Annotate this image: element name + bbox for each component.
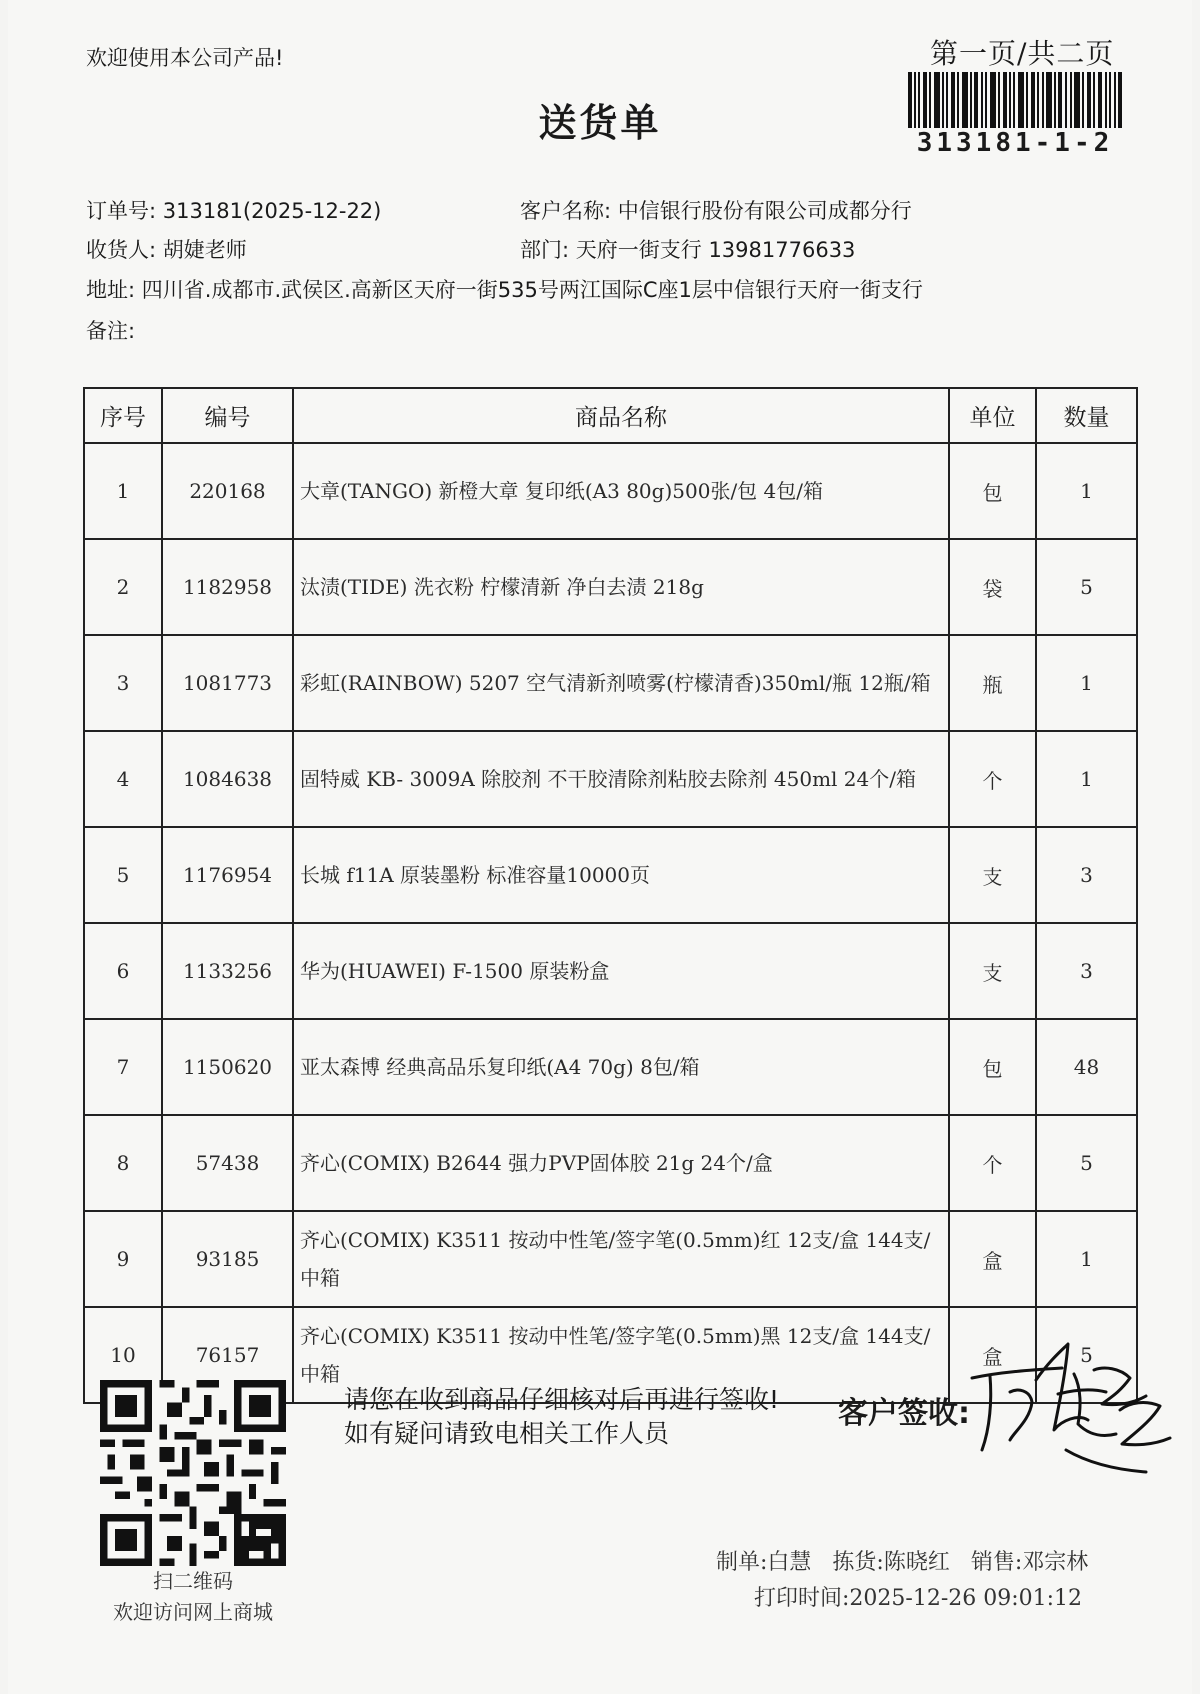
row-seq: 9 xyxy=(84,1211,162,1307)
header-qty: 数量 xyxy=(1036,388,1137,443)
row-name: 齐心(COMIX) K3511 按动中性笔/签字笔(0.5mm)红 12支/盒 144支/中箱 xyxy=(293,1211,949,1307)
row-code: 1182958 xyxy=(162,539,293,635)
order-number-field xyxy=(86,195,381,225)
department-value: 天府一街支行 13981776633 xyxy=(575,238,856,262)
row-unit: 盒 xyxy=(949,1307,1036,1403)
table-row xyxy=(84,539,1137,635)
row-name: 长城 f11A 原装墨粉 标准容量10000页 xyxy=(293,827,949,923)
row-name: 彩虹(RAINBOW) 5207 空气清新剂喷雾(柠檬清香)350ml/瓶 12瓶/箱 xyxy=(293,635,949,731)
table-row xyxy=(84,1019,1137,1115)
order-number-value: 313181(2025-12-22) xyxy=(162,199,382,223)
row-unit: 包 xyxy=(949,1019,1036,1115)
qr-caption-scan: 扫二维码 xyxy=(153,1569,233,1593)
row-unit: 瓶 xyxy=(949,635,1036,731)
row-name: 齐心(COMIX) B2644 强力PVP固体胶 21g 24个/盒 xyxy=(293,1115,949,1211)
department-label: 部门: xyxy=(520,238,570,262)
row-seq: 4 xyxy=(84,731,162,827)
row-name: 齐心(COMIX) K3511 按动中性笔/签字笔(0.5mm)黑 12支/盒 144支/中箱 xyxy=(293,1307,949,1403)
header-code: 编号 xyxy=(162,388,293,443)
row-code: 220168 xyxy=(162,443,293,539)
row-unit: 袋 xyxy=(949,539,1036,635)
row-seq: 6 xyxy=(84,923,162,1019)
table-row xyxy=(84,1115,1137,1211)
items-table xyxy=(83,387,1138,1404)
row-qty: 3 xyxy=(1036,827,1137,923)
customer-label: 客户名称: xyxy=(520,199,612,223)
welcome-text: 欢迎使用本公司产品! xyxy=(86,46,284,70)
customer-sign-label: 客户签收: xyxy=(838,1396,970,1431)
barcode-number: 313181-1-2 xyxy=(916,128,1114,158)
row-unit: 包 xyxy=(949,443,1036,539)
row-qty: 48 xyxy=(1036,1019,1137,1115)
recipient-value: 胡婕老师 xyxy=(162,238,247,262)
row-name: 大章(TANGO) 新橙大章 复印纸(A3 80g)500张/包 4包/箱 xyxy=(293,443,949,539)
staff-info xyxy=(716,1545,1102,1576)
header-seq: 序号 xyxy=(84,388,162,443)
row-seq: 7 xyxy=(84,1019,162,1115)
row-seq: 1 xyxy=(84,443,162,539)
row-code: 1133256 xyxy=(162,923,293,1019)
row-qty: 5 xyxy=(1036,1115,1137,1211)
row-unit: 盒 xyxy=(949,1211,1036,1307)
row-unit: 支 xyxy=(949,923,1036,1019)
customer-field xyxy=(520,195,912,225)
row-qty: 1 xyxy=(1036,635,1137,731)
row-qty: 1 xyxy=(1036,731,1137,827)
row-unit: 个 xyxy=(949,1115,1036,1211)
row-name: 汰渍(TIDE) 洗衣粉 柠檬清新 净白去渍 218g xyxy=(293,539,949,635)
table-header-row xyxy=(84,388,1137,443)
row-qty: 1 xyxy=(1036,1211,1137,1307)
table-row xyxy=(84,731,1137,827)
row-code: 1176954 xyxy=(162,827,293,923)
page-number: 第一页/共二页 xyxy=(930,37,1115,70)
row-seq: 2 xyxy=(84,539,162,635)
remarks-label: 备注: xyxy=(86,319,136,343)
customer-value: 中信银行股份有限公司成都分行 xyxy=(617,199,912,223)
prepared-by: 制单:白慧 xyxy=(716,1550,812,1575)
row-seq: 3 xyxy=(84,635,162,731)
row-code: 1084638 xyxy=(162,731,293,827)
row-code: 57438 xyxy=(162,1115,293,1211)
address-value: 四川省.成都市.武侯区.高新区天府一街535号两江国际C座1层中信银行天府一街支行 xyxy=(141,278,923,302)
row-unit: 个 xyxy=(949,731,1036,827)
row-qty: 3 xyxy=(1036,923,1137,1019)
recipient-label: 收货人: xyxy=(86,238,157,262)
order-number-label: 订单号: xyxy=(86,199,157,223)
row-seq: 10 xyxy=(84,1307,162,1403)
address-label: 地址: xyxy=(86,278,136,302)
table-row xyxy=(84,443,1137,539)
row-name: 华为(HUAWEI) F-1500 原装粉盒 xyxy=(293,923,949,1019)
document-title: 送货单 xyxy=(538,101,662,145)
table-row xyxy=(84,827,1137,923)
department-field xyxy=(520,234,855,264)
print-time: 打印时间:2025-12-26 09:01:12 xyxy=(754,1586,1083,1611)
table-row xyxy=(84,635,1137,731)
sales-person: 销售:邓宗林 xyxy=(970,1550,1089,1575)
row-seq: 8 xyxy=(84,1115,162,1211)
qr-caption-shop: 欢迎访问网上商城 xyxy=(113,1600,273,1624)
row-seq: 5 xyxy=(84,827,162,923)
remarks-field xyxy=(86,315,135,345)
row-code: 93185 xyxy=(162,1211,293,1307)
row-code: 1150620 xyxy=(162,1019,293,1115)
table-row xyxy=(84,1211,1137,1307)
row-code: 76157 xyxy=(162,1307,293,1403)
recipient-field xyxy=(86,234,247,264)
picked-by: 拣货:陈晓红 xyxy=(832,1550,950,1575)
row-unit: 支 xyxy=(949,827,1036,923)
row-name: 亚太森博 经典高品乐复印纸(A4 70g) 8包/箱 xyxy=(293,1019,949,1115)
row-qty: 5 xyxy=(1036,1307,1137,1403)
table-row xyxy=(84,923,1137,1019)
row-code: 1081773 xyxy=(162,635,293,731)
address-field xyxy=(86,274,923,304)
qr-code-image xyxy=(100,1380,286,1566)
header-name: 商品名称 xyxy=(293,388,949,443)
verification-notice: 请您在收到商品仔细核对后再进行签收!如有疑问请致电相关工作人员 xyxy=(344,1385,780,1448)
row-name: 固特威 KB- 3009A 除胶剂 不干胶清除剂粘胶去除剂 450ml 24个/箱 xyxy=(293,731,949,827)
row-qty: 1 xyxy=(1036,443,1137,539)
header-unit: 单位 xyxy=(949,388,1036,443)
handwritten-signature xyxy=(970,1340,1175,1480)
row-qty: 5 xyxy=(1036,539,1137,635)
